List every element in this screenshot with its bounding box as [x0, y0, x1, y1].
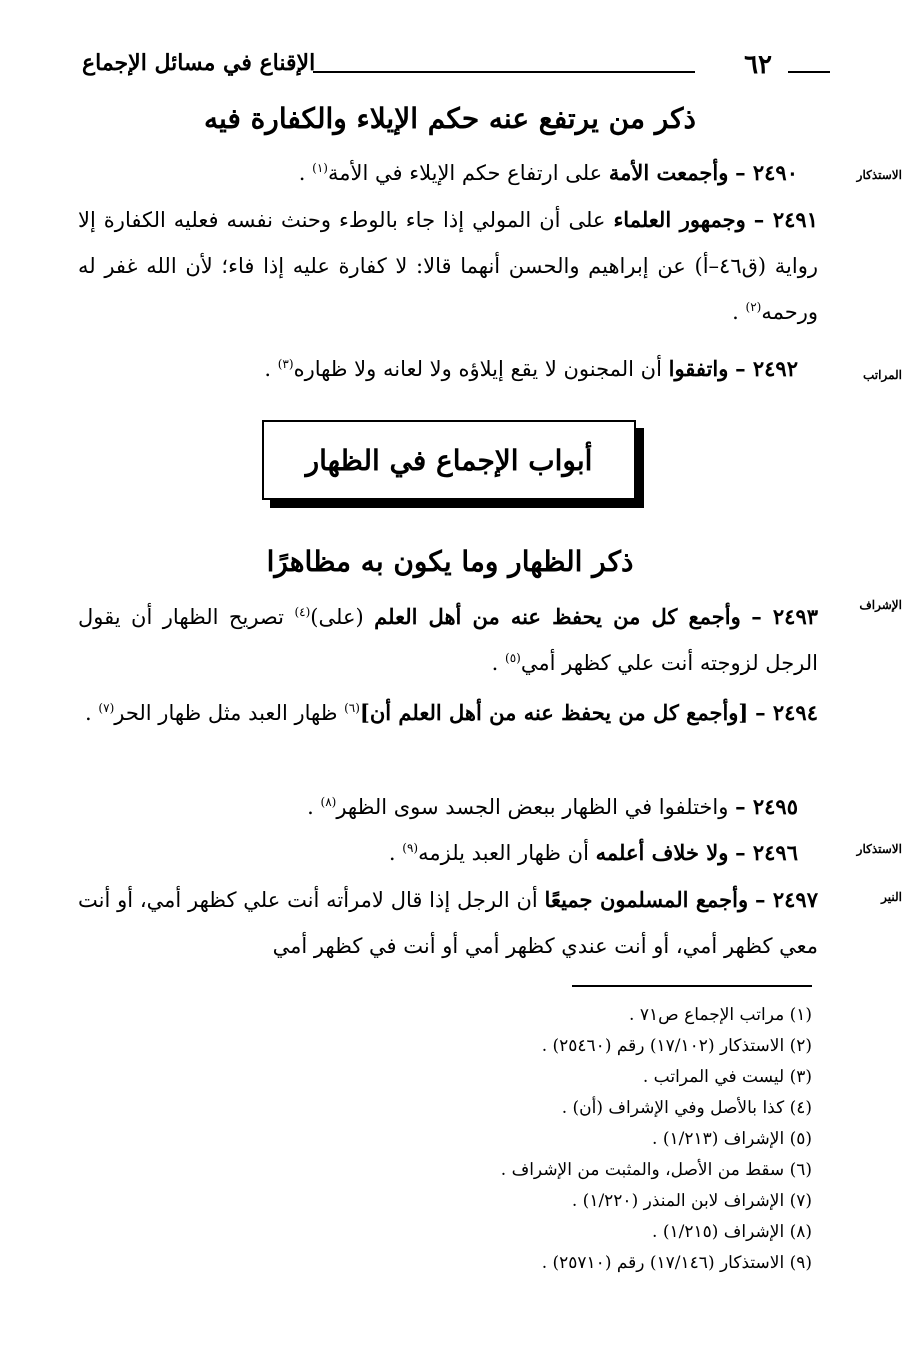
footnote-ref: (٤)	[294, 605, 311, 619]
entry-number: ٢٤٩٥ –	[735, 794, 798, 819]
footnote-ref: (١)	[312, 161, 328, 175]
footnote: (٩) الاستذكار (١٧/١٤٦) رقم (٢٥٧١٠) .	[541, 1253, 812, 1273]
entry-end: .	[732, 300, 739, 324]
footnote-rule	[572, 985, 812, 987]
margin-source-nayyir: النير	[881, 890, 902, 904]
entry-end: .	[298, 161, 306, 185]
entry-text: واختلفوا في الظهار ببعض الجسد سوى الظهر	[336, 795, 729, 819]
entry-lead: وجمهور العلماء	[613, 207, 746, 232]
entry-number: ٢٤٩٧ –	[754, 887, 818, 912]
footnote-ref: (٨)	[320, 795, 337, 809]
entry-number: ٢٤٩٣ –	[751, 604, 819, 629]
entry-text: على أن المولي إذا جاء بالوطء وحنث نفسه فعليه الكفارة إلا رواية (ق٤٦–أ) عن إبراهيم والحسن أنهما قالا: لا كفارة عليه إذا فاء؛ لأن الله غفر له ورحمه	[78, 208, 818, 324]
footnote-ref: (٦)	[344, 701, 360, 715]
entry-2490	[78, 150, 798, 196]
footnote-ref: (٥)	[505, 651, 521, 665]
entry-end: .	[85, 701, 92, 725]
entry-2493	[78, 594, 818, 686]
margin-source-istidhkar: الاستذكار	[856, 168, 902, 182]
footnote: (١) مراتب الإجماع ص٧١ .	[629, 1005, 812, 1025]
entry-lead: وأجمع المسلمون جميعًا	[544, 887, 749, 912]
header-rule-right	[788, 71, 830, 73]
page-number: ٦٢	[744, 50, 772, 80]
chapter-title-box	[262, 420, 636, 500]
entry-lead: وأجمعت الأمة	[608, 160, 729, 185]
margin-source-ishraf: الإشراف	[859, 598, 902, 612]
entry-text: على ارتفاع حكم الإيلاء في الأمة	[327, 161, 603, 185]
running-title: الإقناع في مسائل الإجماع	[82, 50, 316, 76]
entry-2496	[78, 830, 798, 876]
entry-2497	[78, 877, 818, 969]
entry-end: .	[264, 357, 272, 381]
footnote: (٦) سقط من الأصل، والمثبت من الإشراف .	[500, 1160, 812, 1180]
entry-lead: [وأجمع كل من يحفظ عنه من أهل العلم أن]	[359, 700, 749, 725]
chapter-title: أبواب الإجماع في الظهار	[305, 443, 593, 477]
entry-text: ظهار العبد مثل ظهار الحر	[114, 701, 338, 725]
footnote: (٣) ليست في المراتب .	[642, 1067, 812, 1087]
footnote: (٥) الإشراف (١/٢١٣) .	[652, 1129, 812, 1149]
footnote-ref: (٢)	[745, 300, 762, 314]
entry-2491	[78, 197, 818, 335]
section-heading-ila: ذكر من يرتفع عنه حكم الإيلاء والكفارة فيه	[204, 102, 696, 135]
entry-end: .	[491, 651, 499, 675]
entry-number: ٢٤٩٢ –	[735, 356, 798, 381]
entry-2494	[78, 690, 818, 736]
entry-number: ٢٤٩١ –	[753, 207, 818, 232]
footnotes	[300, 1000, 812, 1279]
entry-lead: ولا خلاف أعلمه	[595, 840, 729, 865]
footnote-ref: (٧)	[98, 701, 115, 715]
section-heading-zihar: ذكر الظهار وما يكون به مظاهرًا	[266, 545, 634, 578]
margin-source-maratib: المراتب	[862, 368, 902, 382]
entry-text: أن الرجل إذا قال لامرأته أنت علي كظهر أمي، أو أنت معي كظهر أمي، أو أنت عندي كظهر أمي أو أنت في كظهر أمي	[78, 888, 818, 958]
entry-end: .	[307, 795, 314, 819]
footnote-ref: (٩)	[402, 841, 419, 855]
entry-insert: (على)	[310, 605, 364, 629]
entry-2495	[78, 784, 798, 830]
footnote: (٢) الاستذكار (١٧/١٠٢) رقم (٢٥٤٦٠) .	[541, 1036, 812, 1056]
entry-number: ٢٤٩٤ –	[755, 700, 818, 725]
entry-lead: وأجمع كل من يحفظ عنه من أهل العلم	[374, 604, 741, 629]
entry-text: أن ظهار العبد يلزمه	[418, 841, 589, 865]
entry-end: .	[388, 841, 396, 865]
entry-2492	[78, 346, 798, 392]
header-rule-middle	[313, 71, 695, 73]
entry-text: تصريح الظهار أن يقول الرجل لزوجته أنت علي كظهر أمي	[78, 605, 818, 675]
running-header	[70, 40, 830, 90]
entry-number: ٢٤٩٦ –	[735, 840, 798, 865]
margin-source-istidhkar: الاستذكار	[856, 842, 902, 856]
footnote: (٨) الإشراف (١/٢١٥) .	[652, 1222, 812, 1242]
entry-text: أن المجنون لا يقع إيلاؤه ولا لعانه ولا ظهاره	[293, 357, 662, 381]
entry-number: ٢٤٩٠ –	[735, 160, 798, 185]
entry-lead: واتفقوا	[668, 356, 729, 381]
footnote: (٧) الإشراف لابن المنذر (١/٢٢٠) .	[571, 1191, 812, 1211]
footnote: (٤) كذا بالأصل وفي الإشراف (أن) .	[561, 1098, 812, 1118]
footnote-ref: (٣)	[277, 357, 294, 371]
